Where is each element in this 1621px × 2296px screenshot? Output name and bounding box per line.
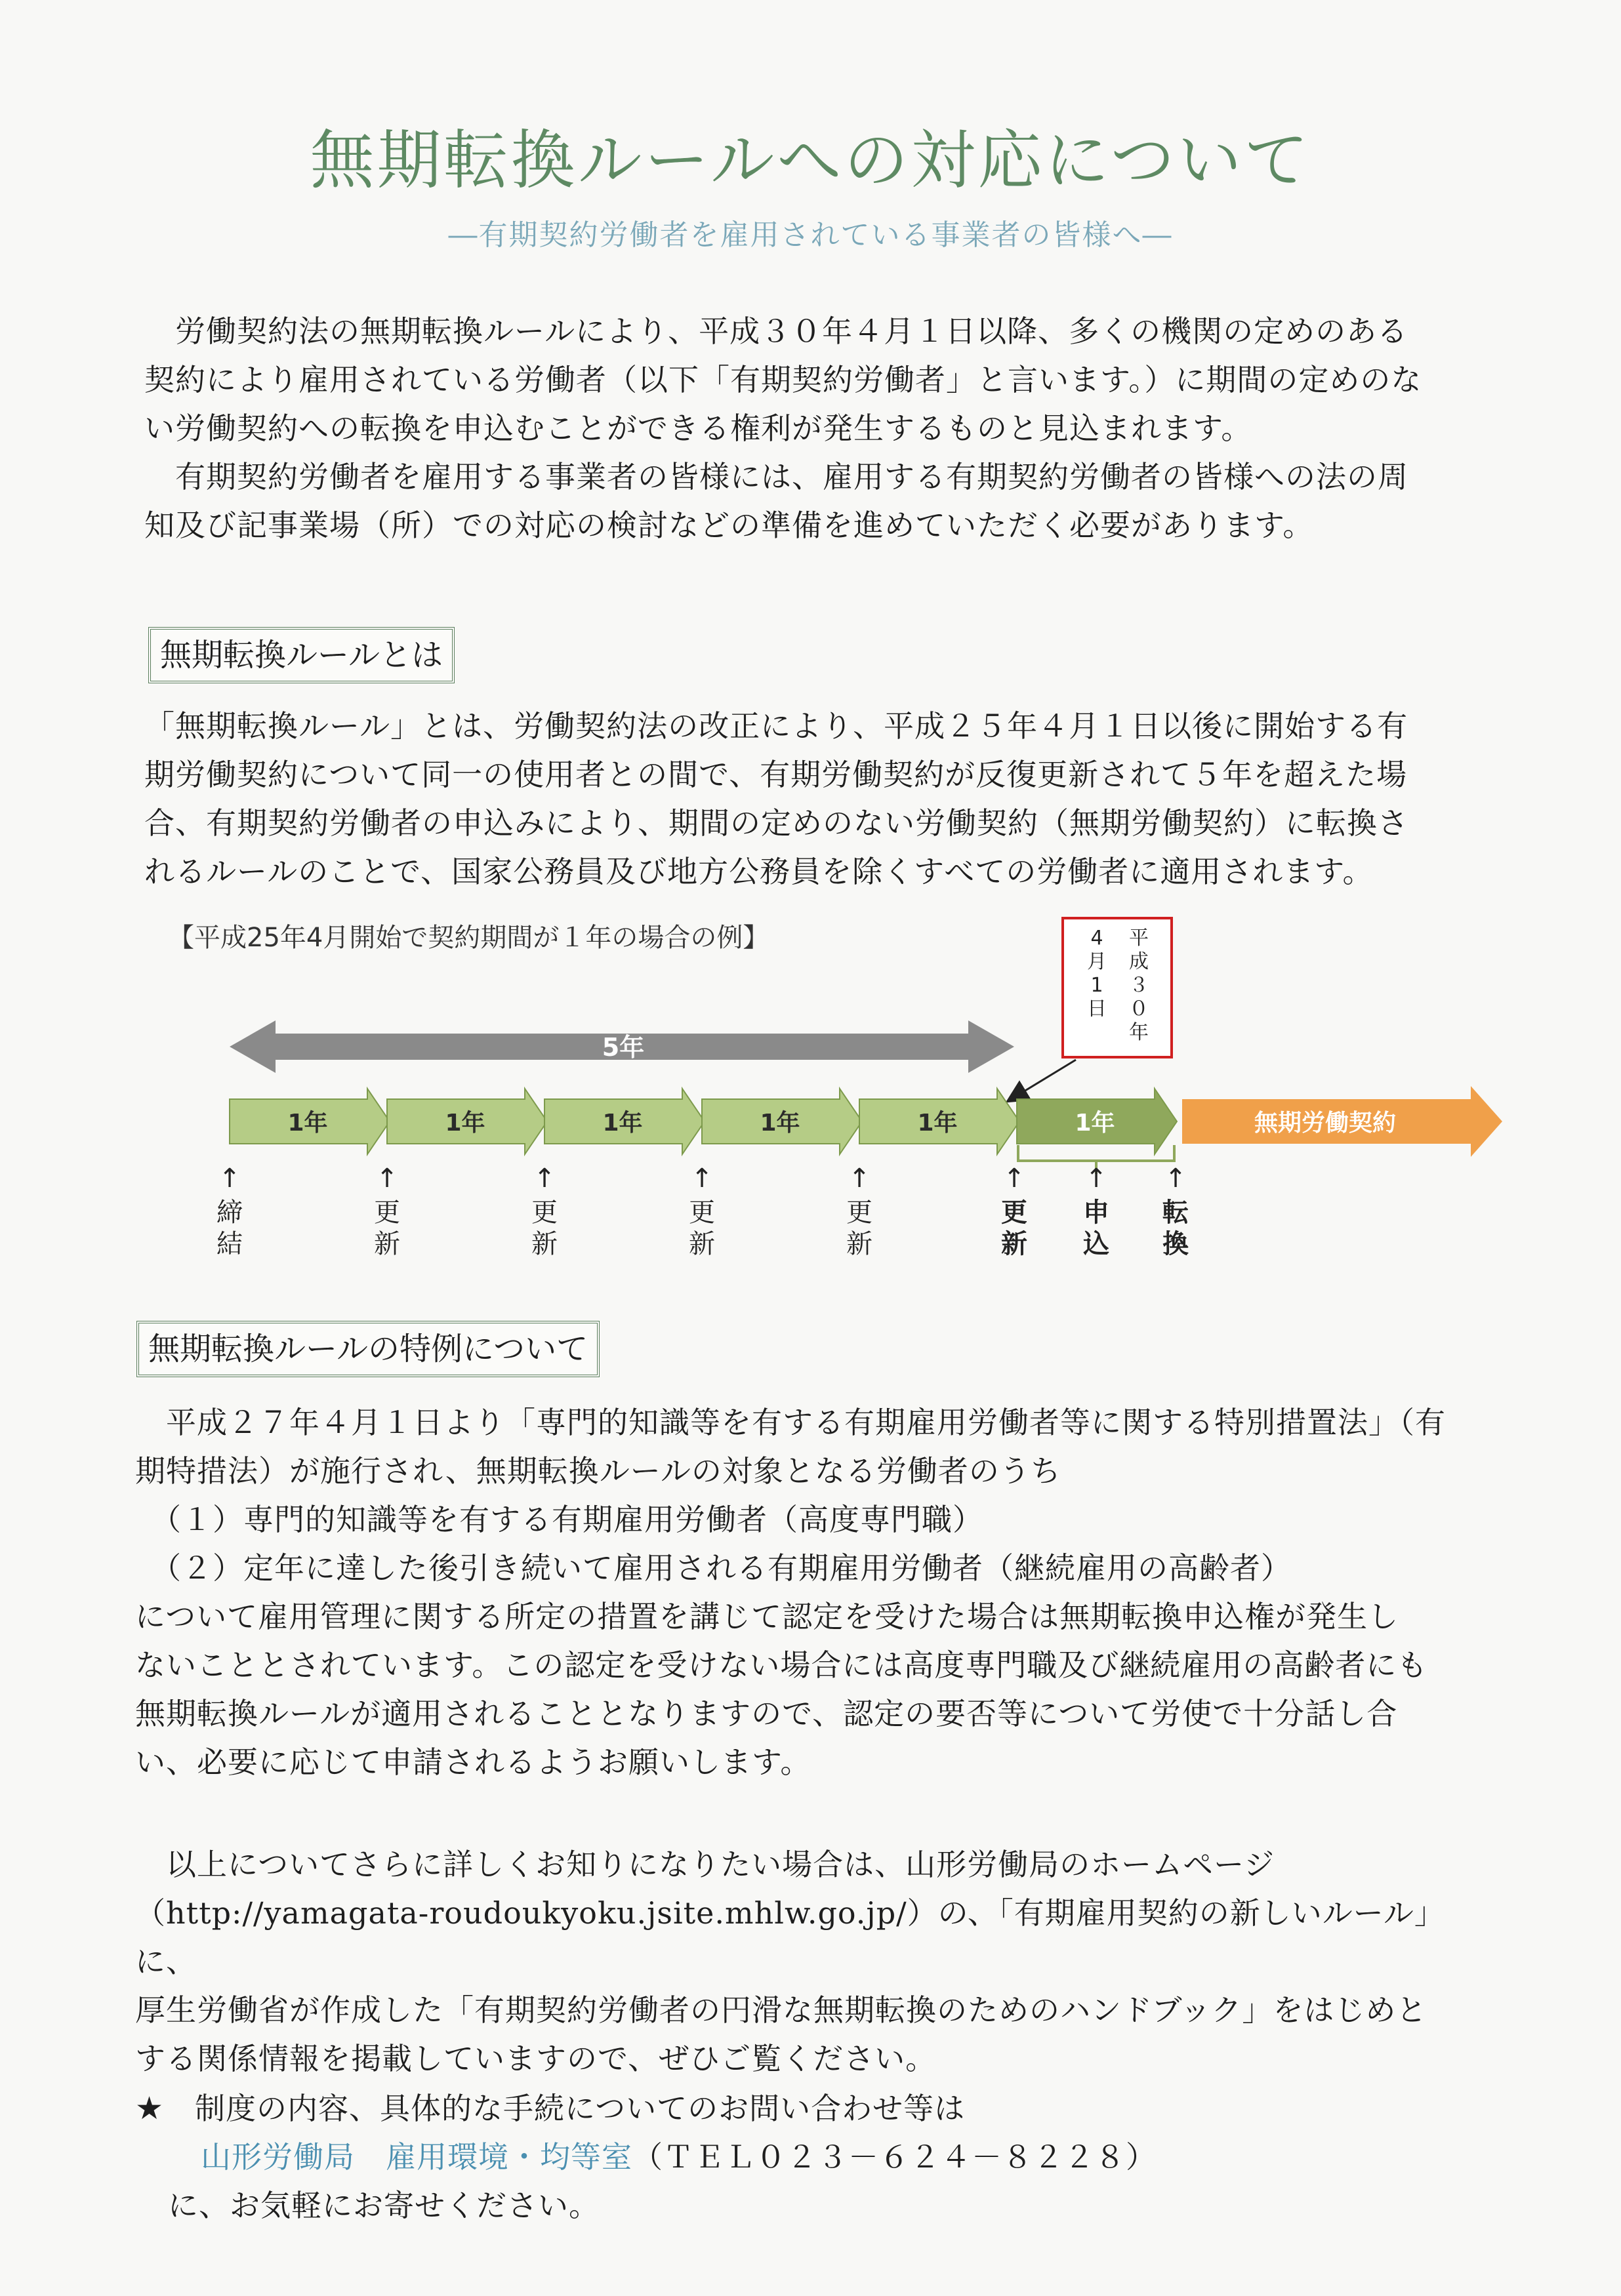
intro-line: 契約により雇用されている労働者（以下「有期契約労働者」と言います。）に期間の定めのな xyxy=(144,362,1422,397)
up-arrow-icon: ↑ xyxy=(1003,1163,1025,1194)
page-title: 無期転換ルールへの対応について xyxy=(310,123,1311,198)
timeline-marker-label: 更 xyxy=(689,1198,715,1228)
date-box-char: ３ xyxy=(1129,974,1149,997)
intro-line: い労働契約への転換を申込むことができる権利が発生するものと見込まれます。 xyxy=(144,411,1252,446)
timeline-markers xyxy=(216,1163,1189,1259)
indefinite-contract-label: 無期労働契約 xyxy=(1254,1110,1397,1137)
section2-line: 無期転換ルールが適用されることとなりますので、認定の要否等について労使で十分話し合 xyxy=(135,1696,1398,1731)
section1-line: 合、有期契約労働者の申込みにより、期間の定めのない労働契約（無期労働契約）に転換さ xyxy=(144,805,1408,841)
date-box-char: 月 xyxy=(1087,950,1107,973)
up-arrow-icon: ↑ xyxy=(1085,1163,1107,1194)
timeline-marker-label: 申 xyxy=(1083,1198,1109,1228)
timeline-marker-label: 込 xyxy=(1083,1229,1109,1259)
date-box-char: 1 xyxy=(1090,974,1103,997)
section2-line: 期特措法）が施行され、無期転換ルールの対象となる労働者のうち xyxy=(135,1453,1061,1489)
date-box-char: 日 xyxy=(1087,997,1107,1020)
section2-line: （２）定年に達した後引き続いて雇用される有期雇用労働者（継続雇用の高齢者） xyxy=(135,1550,1292,1586)
date-box-char: 年 xyxy=(1129,1021,1149,1044)
segment-arrows xyxy=(230,1089,1177,1154)
contract-segment-label: 1年 xyxy=(917,1110,958,1137)
section-heading-mukitenkan: 無期転換ルールとは xyxy=(148,627,455,683)
timeline-marker-label: 新 xyxy=(689,1229,715,1259)
info-line: 以上についてさらに詳しくお知りになりたい場合は、山形労働局のホームページ xyxy=(135,1847,1275,1882)
section1-line: れるルールのことで、国家公務員及び地方公務員を除くすべての労働者に適用されます。 xyxy=(144,854,1374,889)
timeline-marker-label: 新 xyxy=(846,1229,872,1259)
star-icon: ★ xyxy=(135,2090,165,2127)
timeline-marker-label: 換 xyxy=(1162,1229,1189,1259)
section1-line: 「無期転換ルール」とは、労働契約法の改正により、平成２５年４月１日以後に開始する有 xyxy=(144,708,1408,744)
up-arrow-icon: ↑ xyxy=(848,1163,871,1194)
timeline-marker-label: 締 xyxy=(216,1198,243,1228)
contact-office: 山形労働局 雇用環境・均等室 xyxy=(201,2139,632,2175)
section2-line: について雇用管理に関する所定の措置を講じて認定を受けた場合は無期転換申込権が発生し xyxy=(135,1599,1399,1634)
section2-body xyxy=(135,1398,1506,1786)
date-pointer-arrow xyxy=(1016,1060,1076,1097)
info-paragraph xyxy=(135,1840,1506,2083)
timeline-marker-label: 更 xyxy=(846,1198,872,1228)
section2-line: （１）専門的知識等を有する有期雇用労働者（高度専門職） xyxy=(135,1502,983,1537)
timeline-marker-label: 更 xyxy=(531,1198,558,1228)
date-box-char: ０ xyxy=(1129,997,1149,1020)
five-year-label: 5年 xyxy=(602,1033,645,1062)
contract-segment-label: 1年 xyxy=(445,1110,485,1137)
timeline-marker-label: 新 xyxy=(531,1229,558,1259)
contact-line-1 xyxy=(135,2084,1506,2133)
info-line: 厚生労働省が作成した「有期契約労働者の円滑な無期転換のためのハンドブック」をはじめと xyxy=(135,1992,1427,2028)
info-line: する関係情報を掲載していますので、ぜひご覧ください。 xyxy=(135,2041,937,2076)
intro-line: 知及び記事業場（所）での対応の検討などの準備を進めていただく必要があります。 xyxy=(144,508,1314,543)
section-heading-special-rule: 無期転換ルールの特例について xyxy=(136,1321,600,1377)
section1-line: 期労働契約について同一の使用者との間で、有期労働契約が反復更新されて５年を超えた場 xyxy=(144,757,1408,792)
timeline-marker-label: 更 xyxy=(374,1198,400,1228)
timeline-marker-label: 新 xyxy=(1001,1229,1027,1259)
contract-segment-label: 1年 xyxy=(602,1110,643,1137)
contract-segment-label: 1年 xyxy=(287,1110,328,1137)
page-subtitle: ―有期契約労働者を雇用されている事業者の皆様へ― xyxy=(448,218,1173,252)
timeline-marker-label: 新 xyxy=(374,1229,400,1259)
up-arrow-icon: ↑ xyxy=(218,1163,241,1194)
up-arrow-icon: ↑ xyxy=(1164,1163,1187,1194)
contact-block xyxy=(135,2084,1506,2230)
timeline-marker-label: 結 xyxy=(216,1229,243,1259)
timeline-marker-label: 更 xyxy=(1001,1198,1027,1228)
date-box xyxy=(1063,918,1172,1057)
timeline-marker-label: 転 xyxy=(1162,1198,1189,1228)
date-box-char: 4 xyxy=(1090,927,1103,950)
contract-segment-label: 1年 xyxy=(1075,1110,1115,1137)
contact-line-3: に、お気軽にお寄せください。 xyxy=(168,2188,600,2223)
up-arrow-icon: ↑ xyxy=(691,1163,713,1194)
contact-line-2 xyxy=(135,2133,1506,2181)
date-box-char: 平 xyxy=(1129,927,1149,950)
intro-line: 労働契約法の無期転換ルールにより、平成３０年４月１日以降、多くの機関の定めのある xyxy=(144,313,1408,349)
up-arrow-icon: ↑ xyxy=(533,1163,556,1194)
date-box-char: 成 xyxy=(1129,950,1149,973)
info-line: （http://yamagata-roudoukyoku.jsite.mhlw.go.jp/）の、「有期雇用契約の新しいルール」に、 xyxy=(135,1895,1445,1979)
section2-line: ないこととされています。この認定を受けない場合には高度専門職及び継続雇用の高齢者にも xyxy=(135,1647,1428,1683)
contact-tel: （ＴＥＬ０２３－６２４－８２２８） xyxy=(632,2139,1157,2175)
contract-segment-label: 1年 xyxy=(760,1110,800,1137)
contact-intro: 制度の内容、具体的な手続についてのお問い合わせ等は xyxy=(195,2091,966,2126)
application-bracket xyxy=(1018,1145,1174,1161)
section2-line: 平成２７年４月１日より「専門的知識等を有する有期雇用労働者等に関する特別措置法」（有 xyxy=(135,1405,1446,1440)
up-arrow-icon: ↑ xyxy=(376,1163,398,1194)
section2-line: い、必要に応じて申請されるようお願いします。 xyxy=(135,1744,811,1780)
diagram-caption: 【平成25年4月開始で契約期間が１年の場合の例】 xyxy=(168,923,769,953)
intro-line: 有期契約労働者を雇用する事業者の皆様には、雇用する有期契約労働者の皆様への法の周 xyxy=(144,459,1408,494)
